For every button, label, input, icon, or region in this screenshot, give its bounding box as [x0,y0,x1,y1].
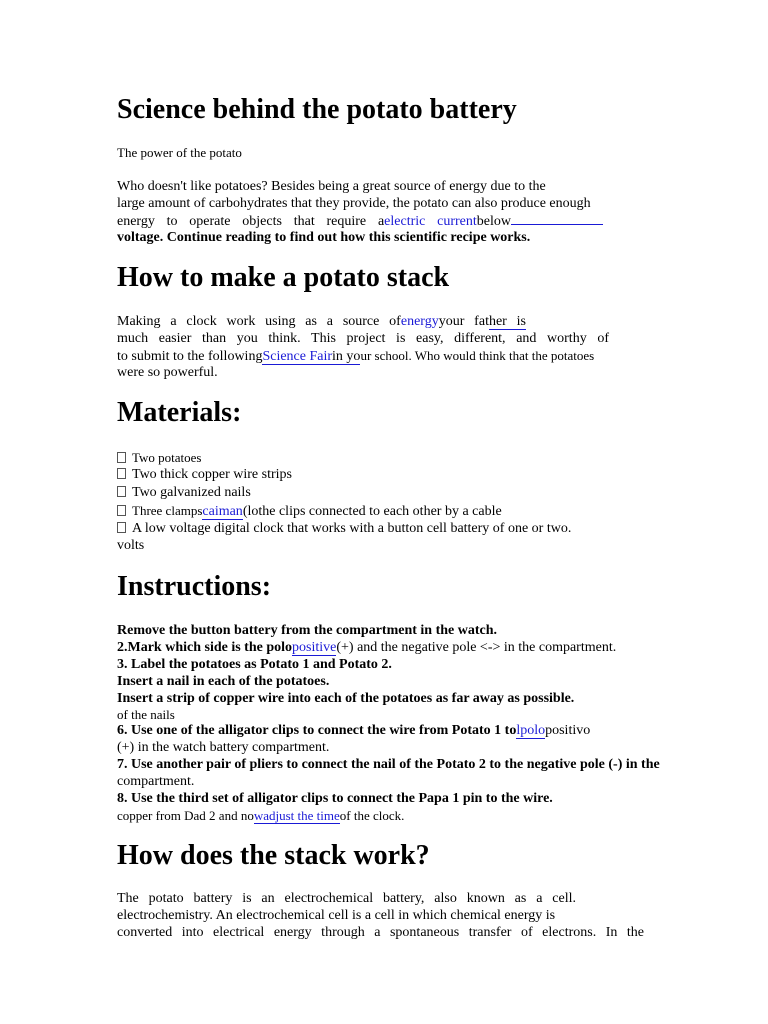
section-heading-materials: Materials: [117,397,242,428]
instruction-step [117,639,616,656]
intro-line-1: Who doesn't like potatoes? Besides being a great source of energy due to the [117,179,546,194]
energy-link[interactable]: energy [400,314,439,329]
list-item-label: (lothe clips connected to each other by a cable [242,504,502,519]
polo-link[interactable]: lpolo [516,723,546,738]
section5-line-3: converted into electrical energy through a spontaneous transfer of electrons. In the [117,925,644,940]
instruction-step: 7. Use another pair of pliers to connect the nail of the Potato 2 to the negative pole (-) in the [117,757,660,772]
list-item-label: Three clamps [132,503,203,518]
instruction-step: Insert a strip of copper wire into each of the potatoes as far away as possible. [117,691,575,706]
checkbox-icon [117,522,126,533]
checkbox-icon [117,468,126,479]
caiman-link[interactable]: caiman [202,504,243,519]
checkbox-icon [117,486,126,497]
list-item [117,502,502,520]
positive-link[interactable]: positive [292,640,337,655]
checkbox-icon [117,505,126,516]
instruction-step-continuation [117,807,404,824]
list-item-label: Two thick copper wire strips [132,467,292,482]
intro-line-3 [117,212,603,230]
link-underline [511,212,603,225]
section2-line-4: were so powerful. [117,365,218,380]
section5-line-2: electrochemistry. An electrochemical cell is a cell in which chemical energy is [117,908,556,923]
intro-text: below [476,214,511,229]
intro-text: energy to operate objects that require a [117,214,385,229]
section-heading-stack-work: How does the stack work? [117,840,430,871]
electric-current-link[interactable]: electric current [384,214,477,229]
step-text: copper from Dad 2 and no [117,808,254,823]
section2-line-1 [117,313,526,330]
checkbox-icon [117,452,126,463]
section2-text: your fat [438,314,489,329]
list-item [117,484,251,501]
list-item-continuation: volts [117,538,145,553]
instruction-step-continuation: compartment. [117,774,195,789]
list-item [117,466,292,483]
section2-text: ur school. Who would think that the potatoes [360,348,595,363]
subtitle: The power of the potato [117,145,242,160]
intro-line-4: voltage. Continue reading to find out how this scientific recipe works. [117,230,531,245]
step-text: (+) and the negative pole <-> in the compartment. [336,640,617,655]
underlined-text: her is [488,314,526,329]
step-text: of the clock. [339,808,405,823]
instruction-step: Remove the button battery from the compartment in the watch. [117,623,498,638]
adjust-time-link[interactable]: wadjust the time [253,808,340,823]
instruction-step-continuation: of the nails [117,707,175,722]
step-text: 2.Mark which side is the polo [117,640,293,655]
science-fair-link[interactable]: Science Fair [262,349,333,364]
instruction-step: 3. Label the potatoes as Potato 1 and Potato 2. [117,657,392,672]
section-heading-instructions: Instructions: [117,571,272,602]
underlined-text: in yo [332,349,361,364]
instruction-step: 8. Use the third set of alligator clips to connect the Papa 1 pin to the wire. [117,791,553,806]
list-item [117,520,571,537]
section2-text: Making a clock work using as a source of [117,314,401,329]
section5-line-1: The potato battery is an electrochemical battery, also known as a cell. [117,891,576,906]
list-item [117,449,202,466]
section-heading-potato-stack: How to make a potato stack [117,262,450,293]
step-text: 6. Use one of the alligator clips to connect the wire from Potato 1 to [117,723,517,738]
section2-line-3 [117,347,594,365]
step-text: positivo [545,723,591,738]
section2-line-2: much easier than you think. This project is easy, different, and worthy of [117,331,609,346]
section2-text: to submit to the following [117,349,263,364]
instruction-step [117,722,590,739]
list-item-label: Two galvanized nails [132,485,251,500]
list-item-label: A low voltage digital clock that works with a button cell battery of one or two. [132,521,572,536]
instruction-step: Insert a nail in each of the potatoes. [117,674,330,689]
instruction-step-continuation: (+) in the watch battery compartment. [117,740,330,755]
intro-line-2: large amount of carbohydrates that they provide, the potato can also produce enough [117,196,591,211]
list-item-label: Two potatoes [132,450,202,465]
page-title: Science behind the potato battery [117,94,517,125]
